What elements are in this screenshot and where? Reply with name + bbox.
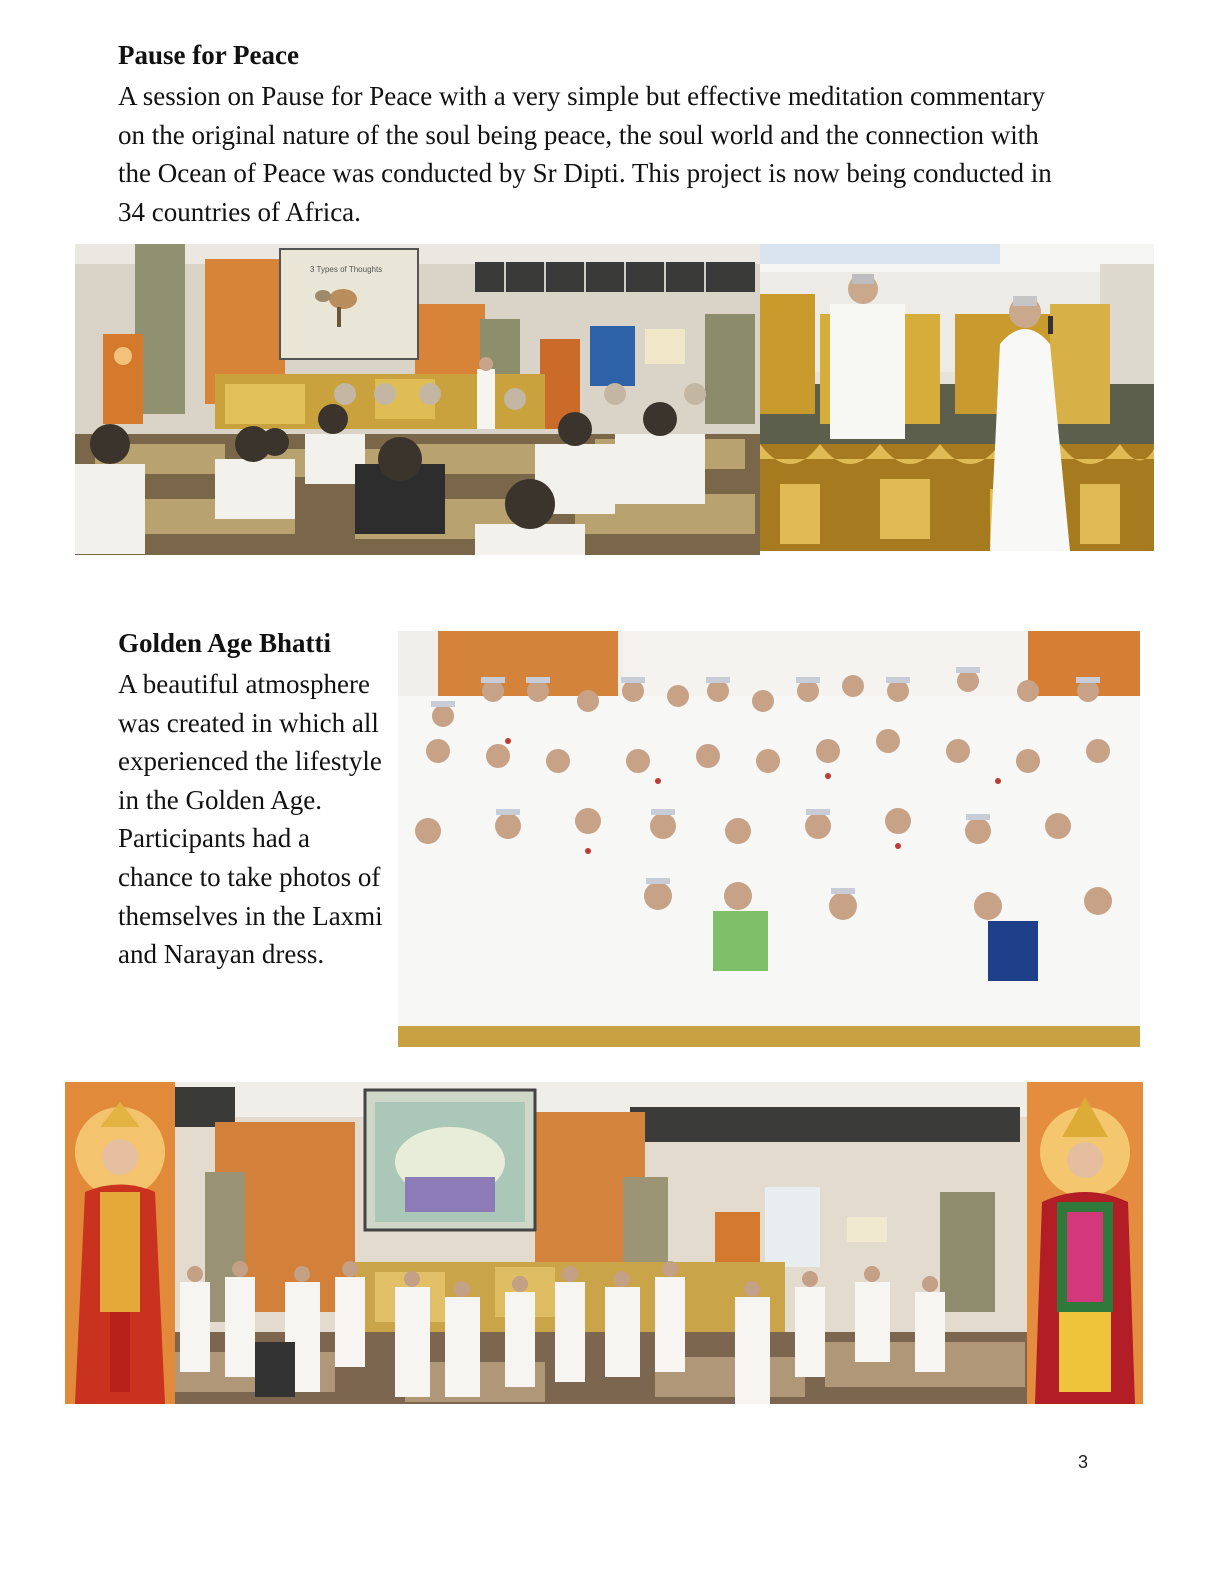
section-body-pause-for-peace: A session on Pause for Peace with a very simple but effective meditation commentary on the original nature of the soul being peace, the soul world and the connection with the Ocean of Peace was conducted by Sr Dipti. This project is now being conducted in 34 countries of Africa. bbox=[118, 81, 1052, 227]
section-body-golden-age-bhatti: A beautiful atmosphere was created in which all experienced the lifestyle in the Golden Age. Participants had a chance to take photos of themselves in the Laxmi and Narayan dress. bbox=[118, 669, 383, 970]
section-title-pause-for-peace: Pause for Peace bbox=[118, 40, 299, 70]
photo-golden-age-group bbox=[398, 631, 1140, 1047]
photo-meditation-hall-audience bbox=[75, 244, 760, 555]
page-number: 3 bbox=[1078, 1452, 1089, 1472]
slide-title: 3 Types of Thoughts bbox=[310, 265, 383, 274]
photo-laxmi-portrait bbox=[65, 1082, 175, 1404]
photo-narayan-portrait bbox=[1027, 1082, 1143, 1404]
photo-golden-age-hall-dance bbox=[175, 1082, 1027, 1404]
photo-speakers-on-stage bbox=[760, 244, 1154, 551]
section-title-golden-age-bhatti: Golden Age Bhatti bbox=[118, 628, 332, 658]
